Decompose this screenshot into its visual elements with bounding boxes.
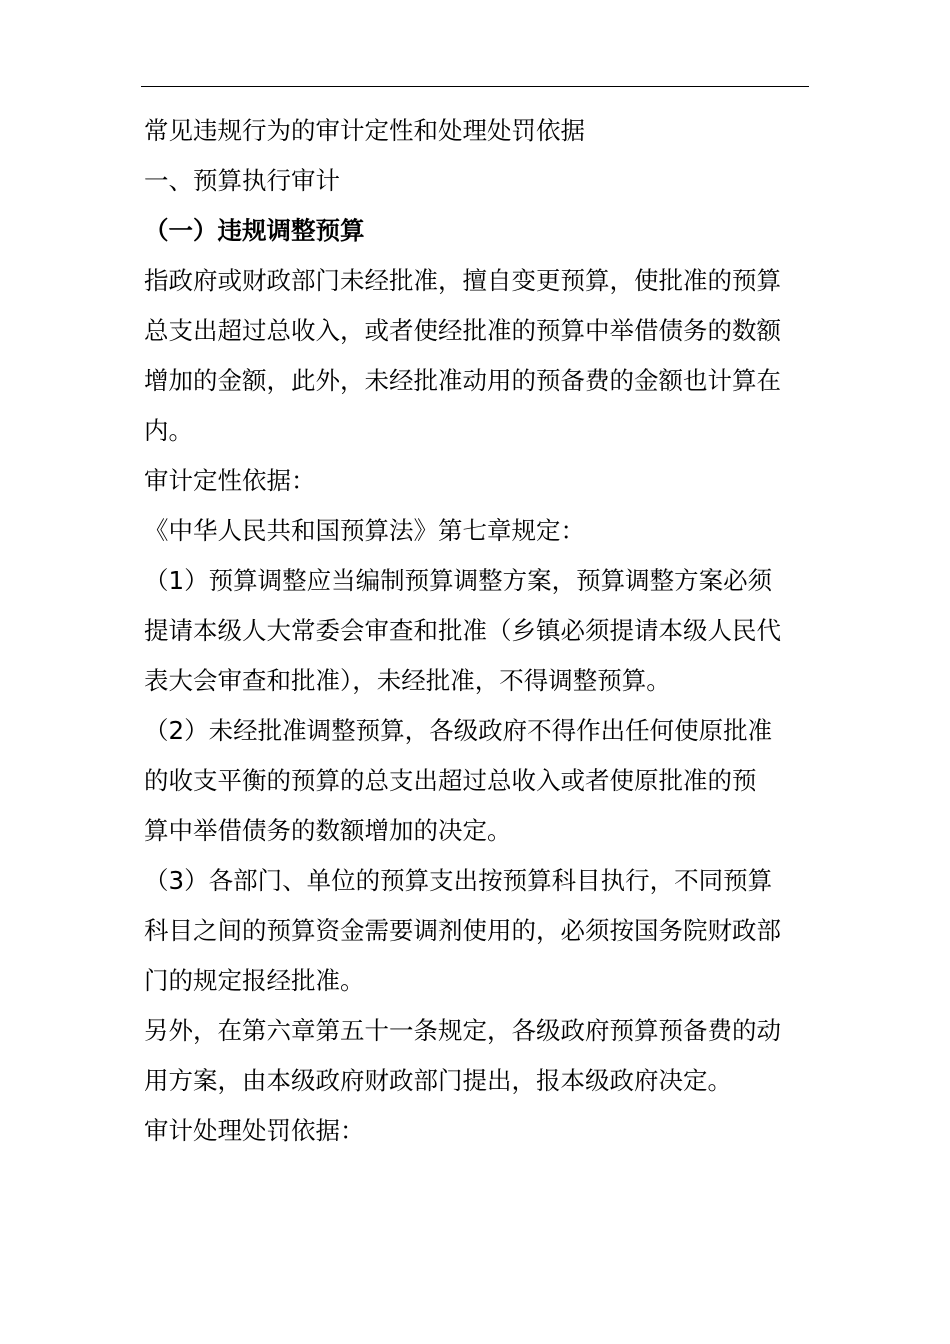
label-line: 审计处理处罚依据： [144, 1116, 365, 1145]
section-heading: 一、预算执行审计 [144, 166, 340, 195]
clause-line: （3）各部门、单位的预算支出按预算科目执行，不同预算 [144, 866, 773, 895]
clause-line: 科目之间的预算资金需要调剂使用的，必须按国务院财政部 [144, 916, 781, 945]
law-reference-line: 《中华人民共和国预算法》第七章规定： [144, 516, 585, 545]
paragraph-line: 增加的金额，此外，未经批准动用的预备费的金额也计算在 [144, 366, 781, 395]
clause-line: 提请本级人大常委会审查和批准（乡镇必须提请本级人民代 [144, 616, 781, 645]
paragraph-line: 总支出超过总收入，或者使经批准的预算中举借债务的数额 [144, 316, 781, 345]
document-body [144, 106, 812, 1156]
paragraph-line: 指政府或财政部门未经批准，擅自变更预算，使批准的预算 [144, 266, 781, 295]
paragraph-line: 内。 [144, 416, 193, 445]
subsection-heading: （一）违规调整预算 [144, 216, 365, 245]
paragraph-line: 用方案，由本级政府财政部门提出，报本级政府决定。 [144, 1066, 732, 1095]
clause-line: 表大会审查和批准），未经批准，不得调整预算。 [144, 666, 671, 695]
document-title: 常见违规行为的审计定性和处理处罚依据 [144, 116, 585, 145]
header-rule [141, 86, 809, 87]
label-line: 审计定性依据： [144, 466, 316, 495]
clause-line: 算中举借债务的数额增加的决定。 [144, 816, 512, 845]
clause-line: 的收支平衡的预算的总支出超过总收入或者使原批准的预 [144, 766, 757, 795]
clause-line: 门的规定报经批准。 [144, 966, 365, 995]
clause-line: （1）预算调整应当编制预算调整方案，预算调整方案必须 [144, 566, 773, 595]
paragraph-line: 另外，在第六章第五十一条规定，各级政府预算预备费的动 [144, 1016, 781, 1045]
clause-line: （2）未经批准调整预算，各级政府不得作出任何使原批准 [144, 716, 773, 745]
